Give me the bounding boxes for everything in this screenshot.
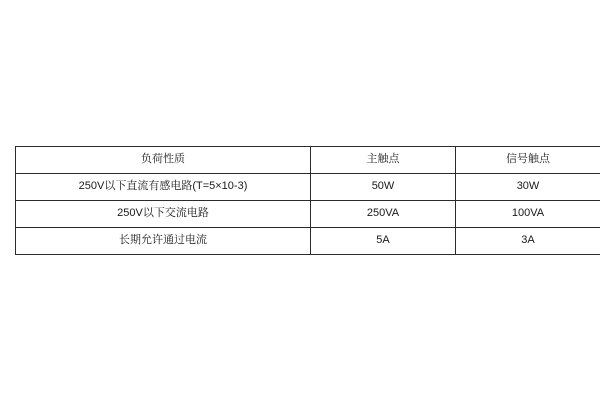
table-header-row	[16, 147, 600, 174]
table-row	[16, 228, 600, 255]
table-header-cell-signal-contact: 信号触点	[456, 147, 600, 174]
table-cell-signal-contact: 100VA	[456, 201, 600, 228]
contact-capacity-table	[15, 146, 600, 255]
table-cell-load-nature: 250V以下交流电路	[16, 201, 311, 228]
table-row	[16, 174, 600, 201]
table-cell-signal-contact: 30W	[456, 174, 600, 201]
table-cell-load-nature: 250V以下直流有感电路(T=5×10-3)	[16, 174, 311, 201]
table-row	[16, 201, 600, 228]
table-header-cell-main-contact: 主触点	[311, 147, 456, 174]
table-cell-main-contact: 250VA	[311, 201, 456, 228]
table-cell-main-contact: 5A	[311, 228, 456, 255]
table-cell-main-contact: 50W	[311, 174, 456, 201]
table-cell-load-nature: 长期允许通过电流	[16, 228, 311, 255]
spec-table-container	[15, 146, 585, 255]
table-header-cell-load-nature: 负荷性质	[16, 147, 311, 174]
table-cell-signal-contact: 3A	[456, 228, 600, 255]
